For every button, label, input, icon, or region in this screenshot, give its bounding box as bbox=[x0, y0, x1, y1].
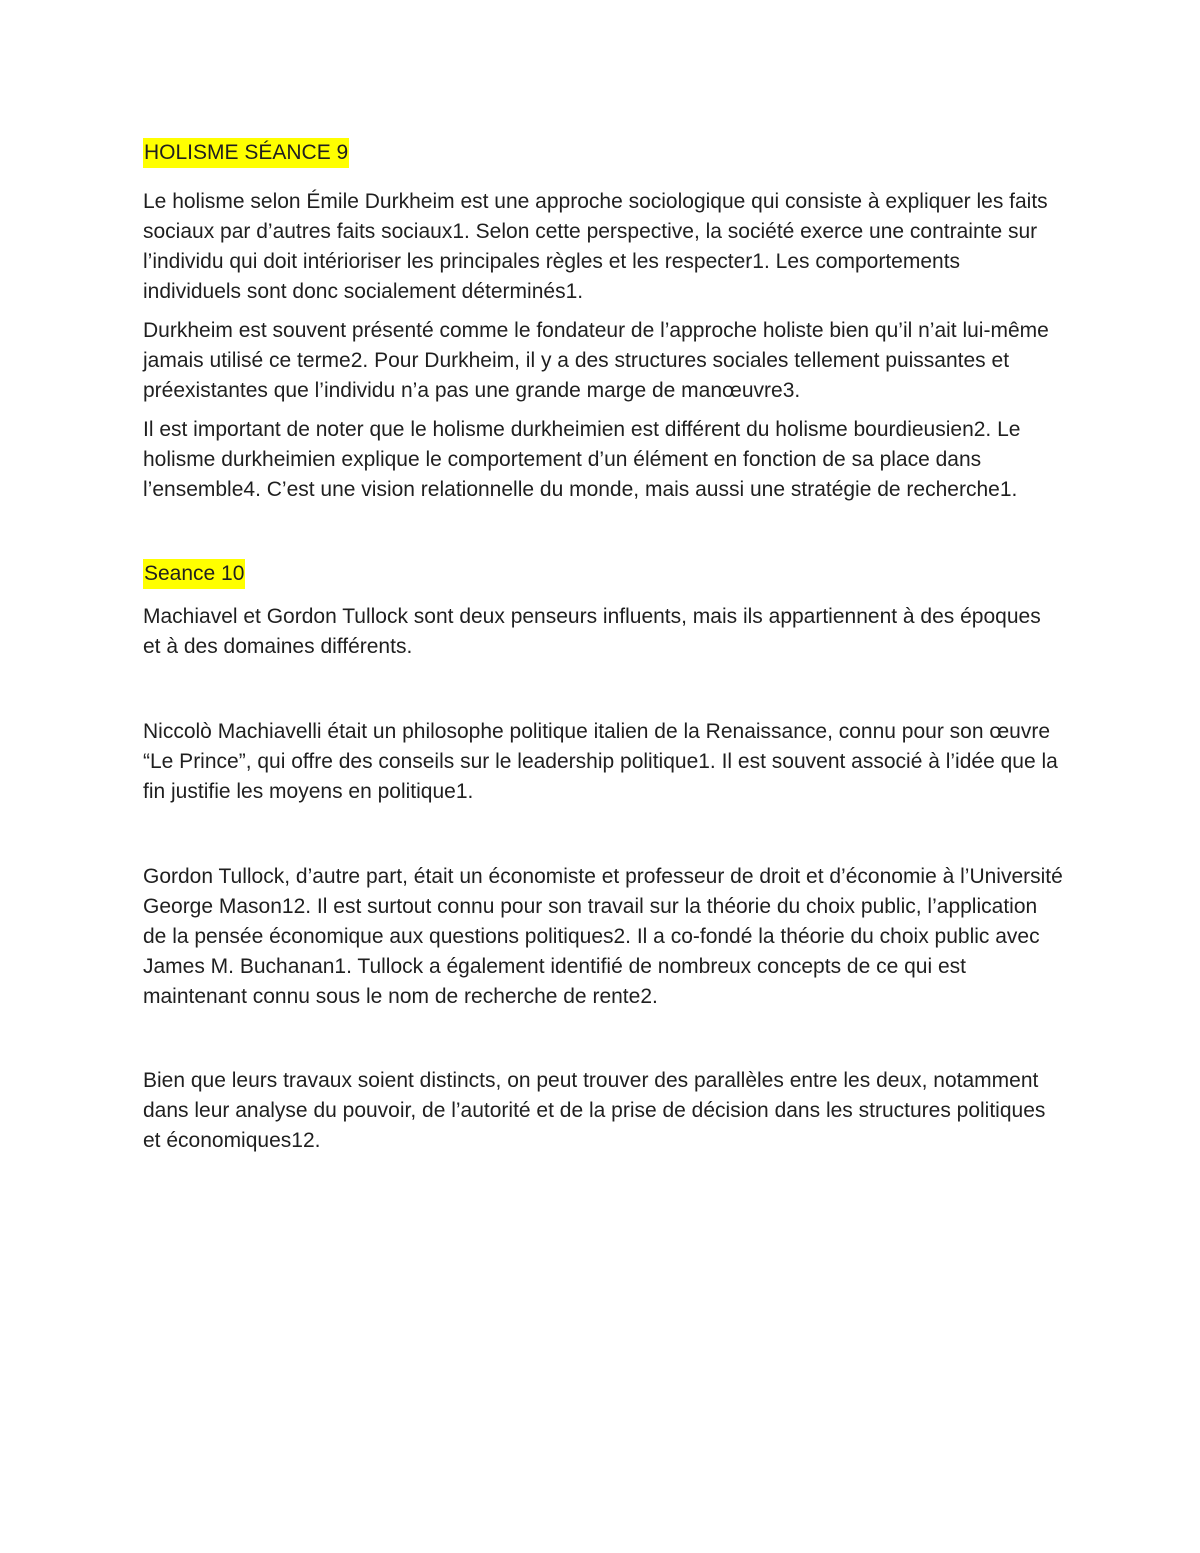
document-page bbox=[143, 138, 1063, 1156]
section-seance-10 bbox=[143, 559, 1063, 589]
section-heading-seance-10: Seance 10 bbox=[143, 559, 245, 589]
section-heading-holisme: HOLISME SÉANCE 9 bbox=[143, 138, 349, 168]
section-holisme bbox=[143, 138, 1063, 168]
paragraph-seance-10-1: Machiavel et Gordon Tullock sont deux penseurs influents, mais ils appartiennent à des époques et à des domaines différents. bbox=[143, 605, 1041, 658]
paragraph-seance-10-3: Gordon Tullock, d’autre part, était un économiste et professeur de droit et d’économie à l’Université George Mason12. Il est surtout connu pour son travail sur la théorie du choix public, l’application de la pensée économique aux questions politiques2. Il a co-fondé la théorie du choix public avec James M. Buchanan1. Tullock a également identifié de nombreux concepts de ce qui est maintenant connu sous le nom de recherche de rente2. bbox=[143, 865, 1063, 1008]
paragraph-holisme-3: Il est important de noter que le holisme durkheimien est différent du holisme bourdieusien2. Le holisme durkheimien explique le comportement d’un élément en fonction de sa place dans l’ensemble4. C’est une vision relationnelle du monde, mais aussi une stratégie de recherche1. bbox=[143, 418, 1021, 501]
paragraph-seance-10-2: Niccolò Machiavelli était un philosophe politique italien de la Renaissance, connu pour son œuvre “Le Prince”, qui offre des conseils sur le leadership politique1. Il est souvent associé à l’idée que la fin justifie les moyens en politique1. bbox=[143, 720, 1058, 803]
paragraph-seance-10-4: Bien que leurs travaux soient distincts, on peut trouver des parallèles entre les deux, notamment dans leur analyse du pouvoir, de l’autorité et de la prise de décision dans les structures politiques et économiques12. bbox=[143, 1069, 1046, 1152]
paragraph-holisme-2: Durkheim est souvent présenté comme le fondateur de l’approche holiste bien qu’il n’ait lui-même jamais utilisé ce terme2. Pour Durkheim, il y a des structures sociales tellement puissantes et préexistantes que l’individu n’a pas une grande marge de manœuvre3. bbox=[143, 319, 1049, 402]
paragraph-holisme-1: Le holisme selon Émile Durkheim est une approche sociologique qui consiste à expliquer les faits sociaux par d’autres faits sociaux1. Selon cette perspective, la société exerce une contrainte sur l’individu qui doit intérioriser les principales règles et les respecter1. Les comportements individuels sont donc socialement déterminés1. bbox=[143, 190, 1048, 303]
